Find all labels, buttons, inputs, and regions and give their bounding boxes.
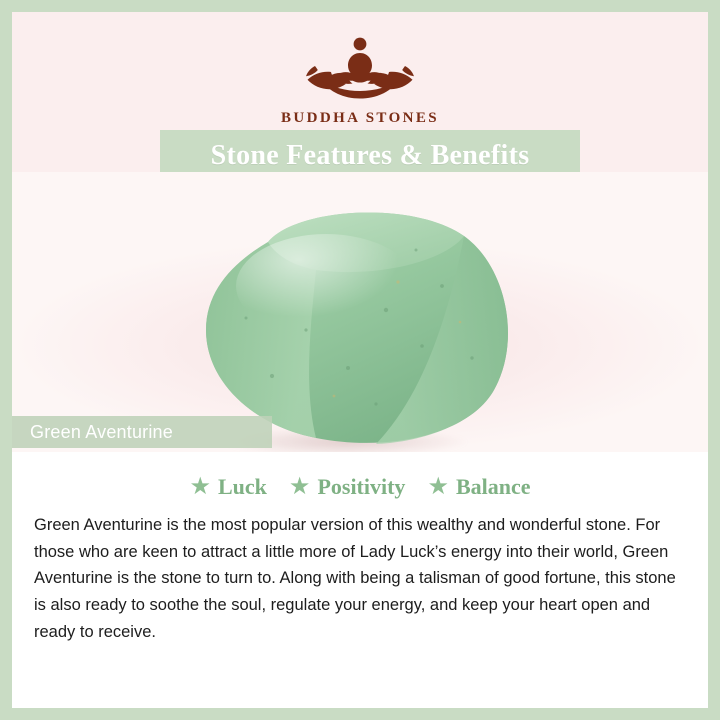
benefit-label: Balance [455, 474, 531, 499]
benefit-item [289, 474, 406, 500]
page-title-text: Stone Features & Benefits [210, 140, 530, 171]
hero-image [12, 172, 708, 452]
brand-logo [12, 28, 708, 127]
benefit-item [189, 474, 266, 500]
description-paragraph: Green Aventurine is the most popular version of this wealthy and wonderful stone. For those who are keen to attract a little more of Lady Luck’s energy into their world, Green Aventurine is the stone to turn to. Along with being a talisman of good fortune, this stone is also ready to soothe the soul, regulate your energy, and keep your heart open and ready to receive. [34, 516, 676, 641]
content-card [12, 12, 708, 708]
lotus-meditation-icon [285, 28, 435, 106]
star-icon: ★ [427, 473, 449, 500]
stone-caption-text: Green Aventurine [30, 421, 173, 442]
star-icon: ★ [288, 473, 311, 500]
stone-caption [12, 416, 272, 448]
green-aventurine-stone-photo [176, 190, 544, 452]
benefit-item [427, 474, 530, 500]
benefit-label: Luck [218, 474, 267, 499]
benefits-row [12, 474, 708, 500]
benefit-label: Positivity [317, 474, 406, 499]
footer-space [12, 648, 708, 708]
star-icon: ★ [189, 473, 211, 500]
brand-name: BUDDHA STONES [280, 110, 440, 126]
